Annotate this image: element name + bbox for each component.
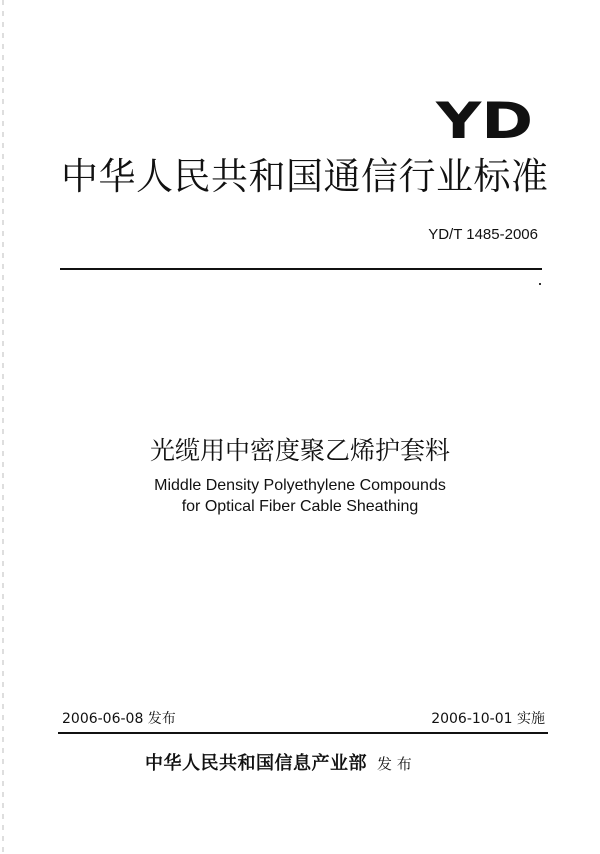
document-title-cn: 光缆用中密度聚乙烯护套料 (149, 436, 450, 465)
header-divider (60, 268, 542, 270)
publisher-line (145, 755, 412, 773)
standard-number: YD/T 1485-2006 (428, 226, 538, 243)
scan-edge (2, 0, 4, 854)
publish-label: 发 布 (377, 755, 412, 773)
document-title-en-line2: for Optical Fiber Cable Sheathing (181, 498, 419, 515)
footer-divider (58, 732, 548, 734)
yd-logo: YD (436, 92, 534, 150)
standard-title: 中华人民共和国通信行业标准 (61, 155, 549, 198)
issue-date: 2006-06-08 发布 (62, 711, 176, 727)
implement-date: 2006-10-01 实施 (431, 711, 545, 727)
publisher-name: 中华人民共和国信息产业部 (145, 753, 367, 774)
scan-dot (539, 283, 541, 285)
document-title-en-line1: Middle Density Polyethylene Compounds (154, 477, 446, 494)
